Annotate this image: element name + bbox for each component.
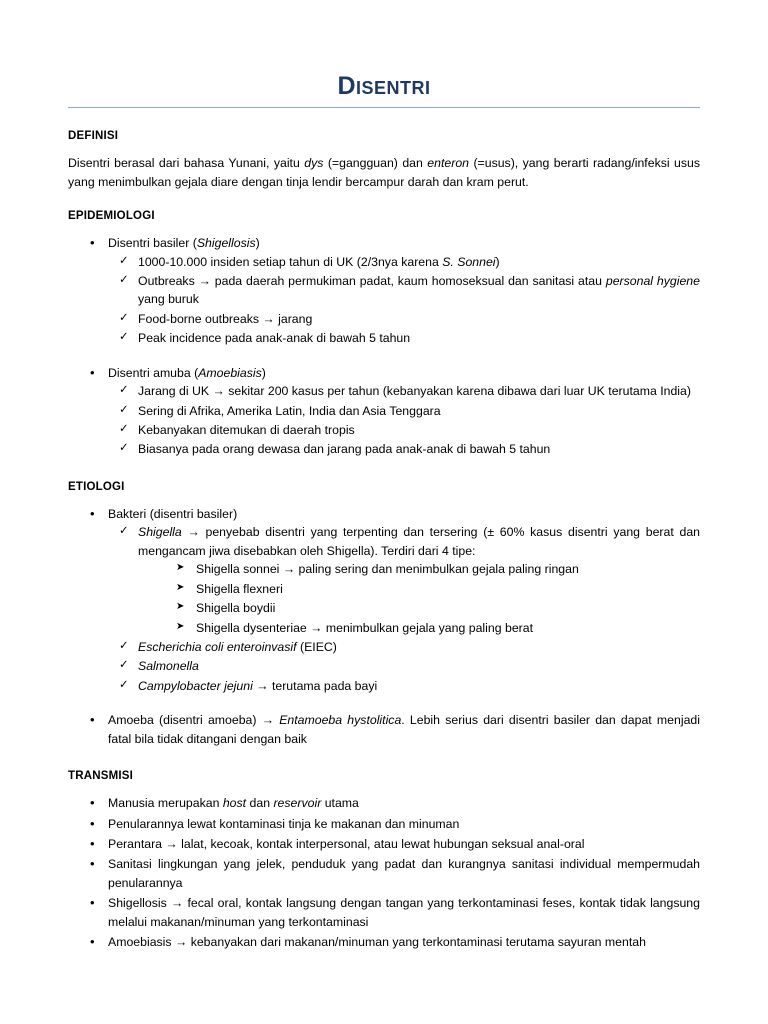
list-item: • Penularannya lewat kontaminasi tinja ke makanan dan minuman (108, 815, 700, 833)
check-list (108, 253, 700, 348)
list-item: • Disentri basiler (Shigellosis) ✓ 1000-10.000 insiden setiap tahun di UK (2/3nya karena S. Sonnei) ✓ Outbreaks → pada daerah permukiman padat, kaum homoseksual dan sanitasi atau personal hygiene yang buruk ✓ Food-borne outbreaks → jarang ✓ Peak incidence pada anak-anak di bawah 5 tahun (108, 234, 700, 348)
title-divider (68, 107, 700, 108)
check-item: ✓ Escherichia coli enteroinvasif (EIEC) (138, 638, 700, 656)
check-item: ✓ Sering di Afrika, Amerika Latin, India dan Asia Tenggara (138, 402, 700, 420)
check-item: ✓ Jarang di UK → sekitar 200 kasus per tahun (kebanyakan karena dibawa dari luar UK terutama India) (138, 382, 700, 400)
check-item: ✓ Salmonella (138, 657, 700, 675)
list-item: • Bakteri (disentri basiler) ✓ Shigella → penyebab disentri yang terpenting dan tersering (± 60% kasus disentri yang berat dan mengancam jiwa disebabkan oleh Shigella). Terdiri dari 4 tipe: ➤ Shigella sonnei → paling sering dan menimbulkan gejala paling ringan ➤ Shigella flexneri ➤ Shigella boydii ➤ Shigella dysenteriae → menimbulkan gejala yang paling berat ✓ Escherichia coli enteroinvasif (EIEC) ✓ Salmonella ✓ Campylobacter jejuni → terutama pada bayi (108, 505, 700, 695)
etiologi-content (68, 505, 700, 748)
check-item: ✓ Campylobacter jejuni → terutama pada bayi (138, 677, 700, 695)
spacer (68, 461, 700, 481)
check-item: ✓ Shigella → penyebab disentri yang terpenting dan tersering (± 60% kasus disentri yang berat dan mengancam jiwa disebabkan oleh Shigella). Terdiri dari 4 tipe: ➤ Shigella sonnei → paling sering dan menimbulkan gejala paling ringan ➤ Shigella flexneri ➤ Shigella boydii ➤ Shigella dysenteriae → menimbulkan gejala yang paling berat (138, 523, 700, 637)
section-heading-epidemiologi: EPIDEMIOLOGI (68, 210, 155, 223)
spacer (68, 750, 700, 770)
list-item: • Sanitasi lingkungan yang jelek, penduduk yang padat dan kurangnya sanitasi individual mempermudah penularannya (108, 855, 700, 892)
arrow-item: ➤ Shigella flexneri (196, 580, 700, 598)
transmisi-list (68, 794, 700, 952)
list-item: • Shigellosis → fecal oral, kontak langsung dengan tangan yang terkontaminasi feses, kontak tidak langsung melalui makanan/minuman yang terkontaminasi (108, 894, 700, 931)
check-list (108, 382, 700, 459)
section-heading-definisi: DEFINISI (68, 130, 119, 142)
check-item: ✓ Biasanya pada orang dewasa dan jarang pada anak-anak di bawah 5 tahun (138, 440, 700, 458)
list-item: • Manusia merupakan host dan reservoir utama (108, 794, 700, 812)
list-item: • Amoebiasis → kebanyakan dari makanan/minuman yang terkontaminasi terutama sayuran mentah (108, 933, 700, 951)
check-item: ✓ Food-borne outbreaks → jarang (138, 310, 700, 328)
definisi-paragraph: Disentri berasal dari bahasa Yunani, yaitu dys (=gangguan) dan enteron (=usus), yang berarti radang/infeksi usus yang menimbulkan gejala diare dengan tinja lendir bercampur darah dan kram perut. (68, 156, 701, 190)
list-item: • Amoeba (disentri amoeba) → Entamoeba hystolitica. Lebih serius dari disentri basiler dan dapat menjadi fatal bila tidak ditangani dengan baik (108, 711, 700, 748)
check-item: ✓ 1000-10.000 insiden setiap tahun di UK (2/3nya karena S. Sonnei) (138, 253, 700, 271)
check-item: ✓ Peak incidence pada anak-anak di bawah 5 tahun (138, 329, 700, 347)
arrow-item: ➤ Shigella dysenteriae → menimbulkan gejala yang paling berat (196, 619, 700, 637)
list-item: • Perantara → lalat, kecoak, kontak interpersonal, atau lewat hubungan seksual anal-oral (108, 835, 700, 853)
spacer (68, 697, 700, 711)
bullet-list (68, 505, 700, 695)
arrow-item: ➤ Shigella sonnei → paling sering dan menimbulkan gejala paling ringan (196, 560, 700, 578)
bullet-list (68, 711, 700, 748)
page-title: Disentri (337, 72, 431, 100)
bullet-list (68, 234, 700, 348)
arrow-list (138, 560, 700, 637)
arrow-item: ➤ Shigella boydii (196, 599, 700, 617)
check-list (108, 523, 700, 695)
check-item: ✓ Outbreaks → pada daerah permukiman padat, kaum homoseksual dan sanitasi atau personal hygiene yang buruk (138, 272, 700, 309)
section-heading-transmisi: TRANSMISI (68, 770, 134, 783)
check-item: ✓ Kebanyakan ditemukan di daerah tropis (138, 421, 700, 439)
bullet-list (68, 364, 700, 459)
epidemiologi-content (68, 234, 700, 459)
section-heading-etiologi: ETIOLOGI (68, 480, 125, 493)
list-item: • Disentri amuba (Amoebiasis) ✓ Jarang di UK → sekitar 200 kasus per tahun (kebanyakan karena dibawa dari luar UK terutama India) ✓ Sering di Afrika, Amerika Latin, India dan Asia Tenggara ✓ Kebanyakan ditemukan di daerah tropis ✓ Biasanya pada orang dewasa dan jarang pada anak-anak di bawah 5 tahun (108, 364, 700, 459)
spacer (68, 350, 700, 364)
